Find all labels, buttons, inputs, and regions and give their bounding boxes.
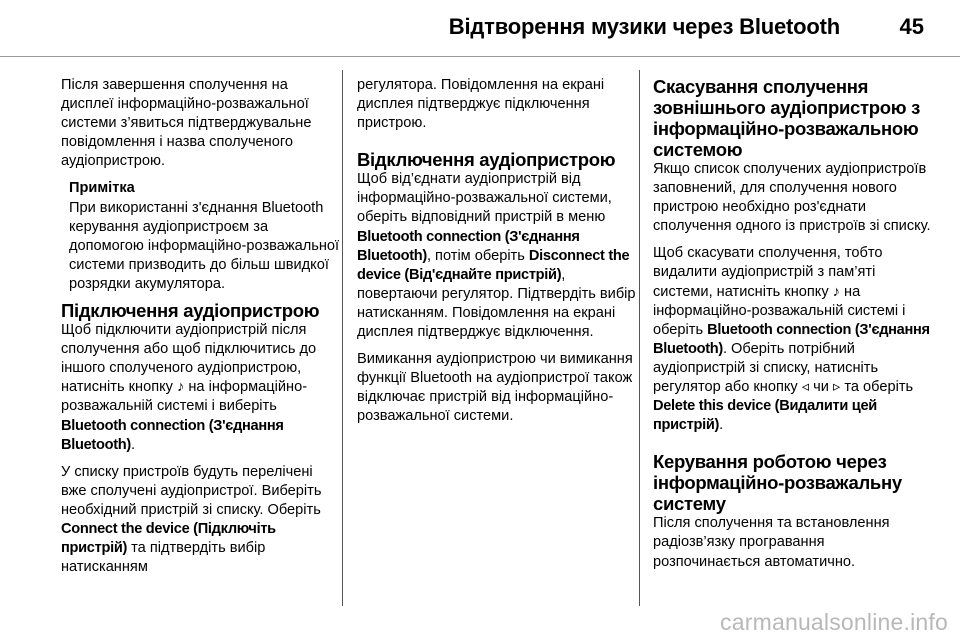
note-title: Примітка [69,180,135,197]
menu-disconnect-device: Disconnect the device (Від'єднайте пристрій) [357,247,630,283]
paragraph-list-full: Якщо список сполучених аудіопристроїв заповнений, для сполучення нового пристрою необхідно роз'єднати сполучення одного із пристроїв зі списку. [653,161,931,235]
note-block [69,179,341,294]
menu-bluetooth-connection: Bluetooth connection (З'єднання Bluetooth) [61,417,284,453]
phone-music-icon: ♪ [177,379,185,396]
heading-disconnect-device: Відключення аудіопристрою [357,149,616,171]
left-arrow-icon: ◃ [801,379,810,396]
paragraph-connect: Щоб підключити аудіопристрій після сполучення або щоб підключитись до іншого сполученого аудіопристрою, натисніть кнопку ♪ на інформаційно-розважальній системі і виберіть Bluetooth connection (З'єднання Bluetooth). [61,322,317,453]
paragraph-power-off: Вимикання аудіопристрою чи вимикання функції Bluetooth на аудіопристрої також відключає пристрій від інформаційно-розважальної системи. [357,351,633,425]
header-divider [0,56,960,57]
column-divider-1 [342,70,343,606]
heading-control-playback: Керування роботою через інформаційно-розважальну систему [653,451,902,515]
paragraph-autoplay: Після сполучення та встановлення радіозв’язку програвання розпочинається автоматично. [653,515,890,570]
paragraph-connect-confirm: регулятора. Повідомлення на екрані дисплея підтверджує підключення пристрою. [357,77,605,132]
note-text: При використанні з'єднання Bluetooth керування аудіопристроєм за допомогою інформаційно-розважальної системи призводить до більш швидкої розрядки акумулятора. [69,199,340,292]
phone-music-icon: ♪ [832,283,840,300]
heading-cancel-pairing: Скасування сполучення зовнішнього аудіопристрою з інформаційно-розважальною системою [653,76,921,160]
right-arrow-icon: ▹ [832,379,841,396]
page-number: 45 [899,14,924,39]
paragraph-unpair: Щоб скасувати сполучення, тобто видалити аудіопристрій з пам’яті системи, натисніть кнопку ♪ на інформаційно-розважальній системі і оберіть Bluetooth connection (З'єднання Bluetooth). Оберіть потрібний аудіопристрій зі списку, натисніть регулятор або кнопку ◃ чи ▹ та оберіть Delete this device (Видалити цей пристрій). [653,245,930,434]
paragraph-disconnect: Щоб від’єднати аудіопристрій від інформаційно-розважальної системи, оберіть відповідний пристрій в меню Bluetooth connection (З'єднання Bluetooth), потім оберіть Disconnect the device (Від'єднайте пристрій), повертаючи регулятор. Підтвердіть вибір натисканням. Повідомлення на екрані дисплея підтверджує відключення. [357,171,636,341]
menu-delete-device: Delete this device (Видалити цей пристрій) [653,398,877,434]
paragraph-device-list: У списку пристроїв будуть перелічені вже сполучені аудіопристрої. Виберіть необхідний пристрій зі списку. Оберіть Connect the device (Підключіть пристрій) та підтвердіть вибір натисканням [61,463,322,576]
menu-bluetooth-connection: Bluetooth connection (З'єднання Bluetooth) [357,228,580,264]
paragraph-pairing-done: Після завершення сполучення на дисплеї інформаційно-розважальної системи з’явиться підтверджувальне повідомлення і назва сполученого аудіопристрою. [61,77,312,170]
menu-connect-device: Connect the device (Підключіть пристрій) [61,520,276,557]
header-title: Відтворення музики через Bluetooth [448,14,840,39]
column-2 [357,76,637,435]
column-1 [61,76,341,585]
watermark: carmanualsonline.info [720,609,948,635]
menu-bluetooth-connection: Bluetooth connection (З'єднання Bluetooth) [653,321,930,357]
heading-connect-device: Підключення аудіопристрою [61,300,320,322]
column-3 [653,76,933,580]
column-divider-2 [639,70,640,606]
